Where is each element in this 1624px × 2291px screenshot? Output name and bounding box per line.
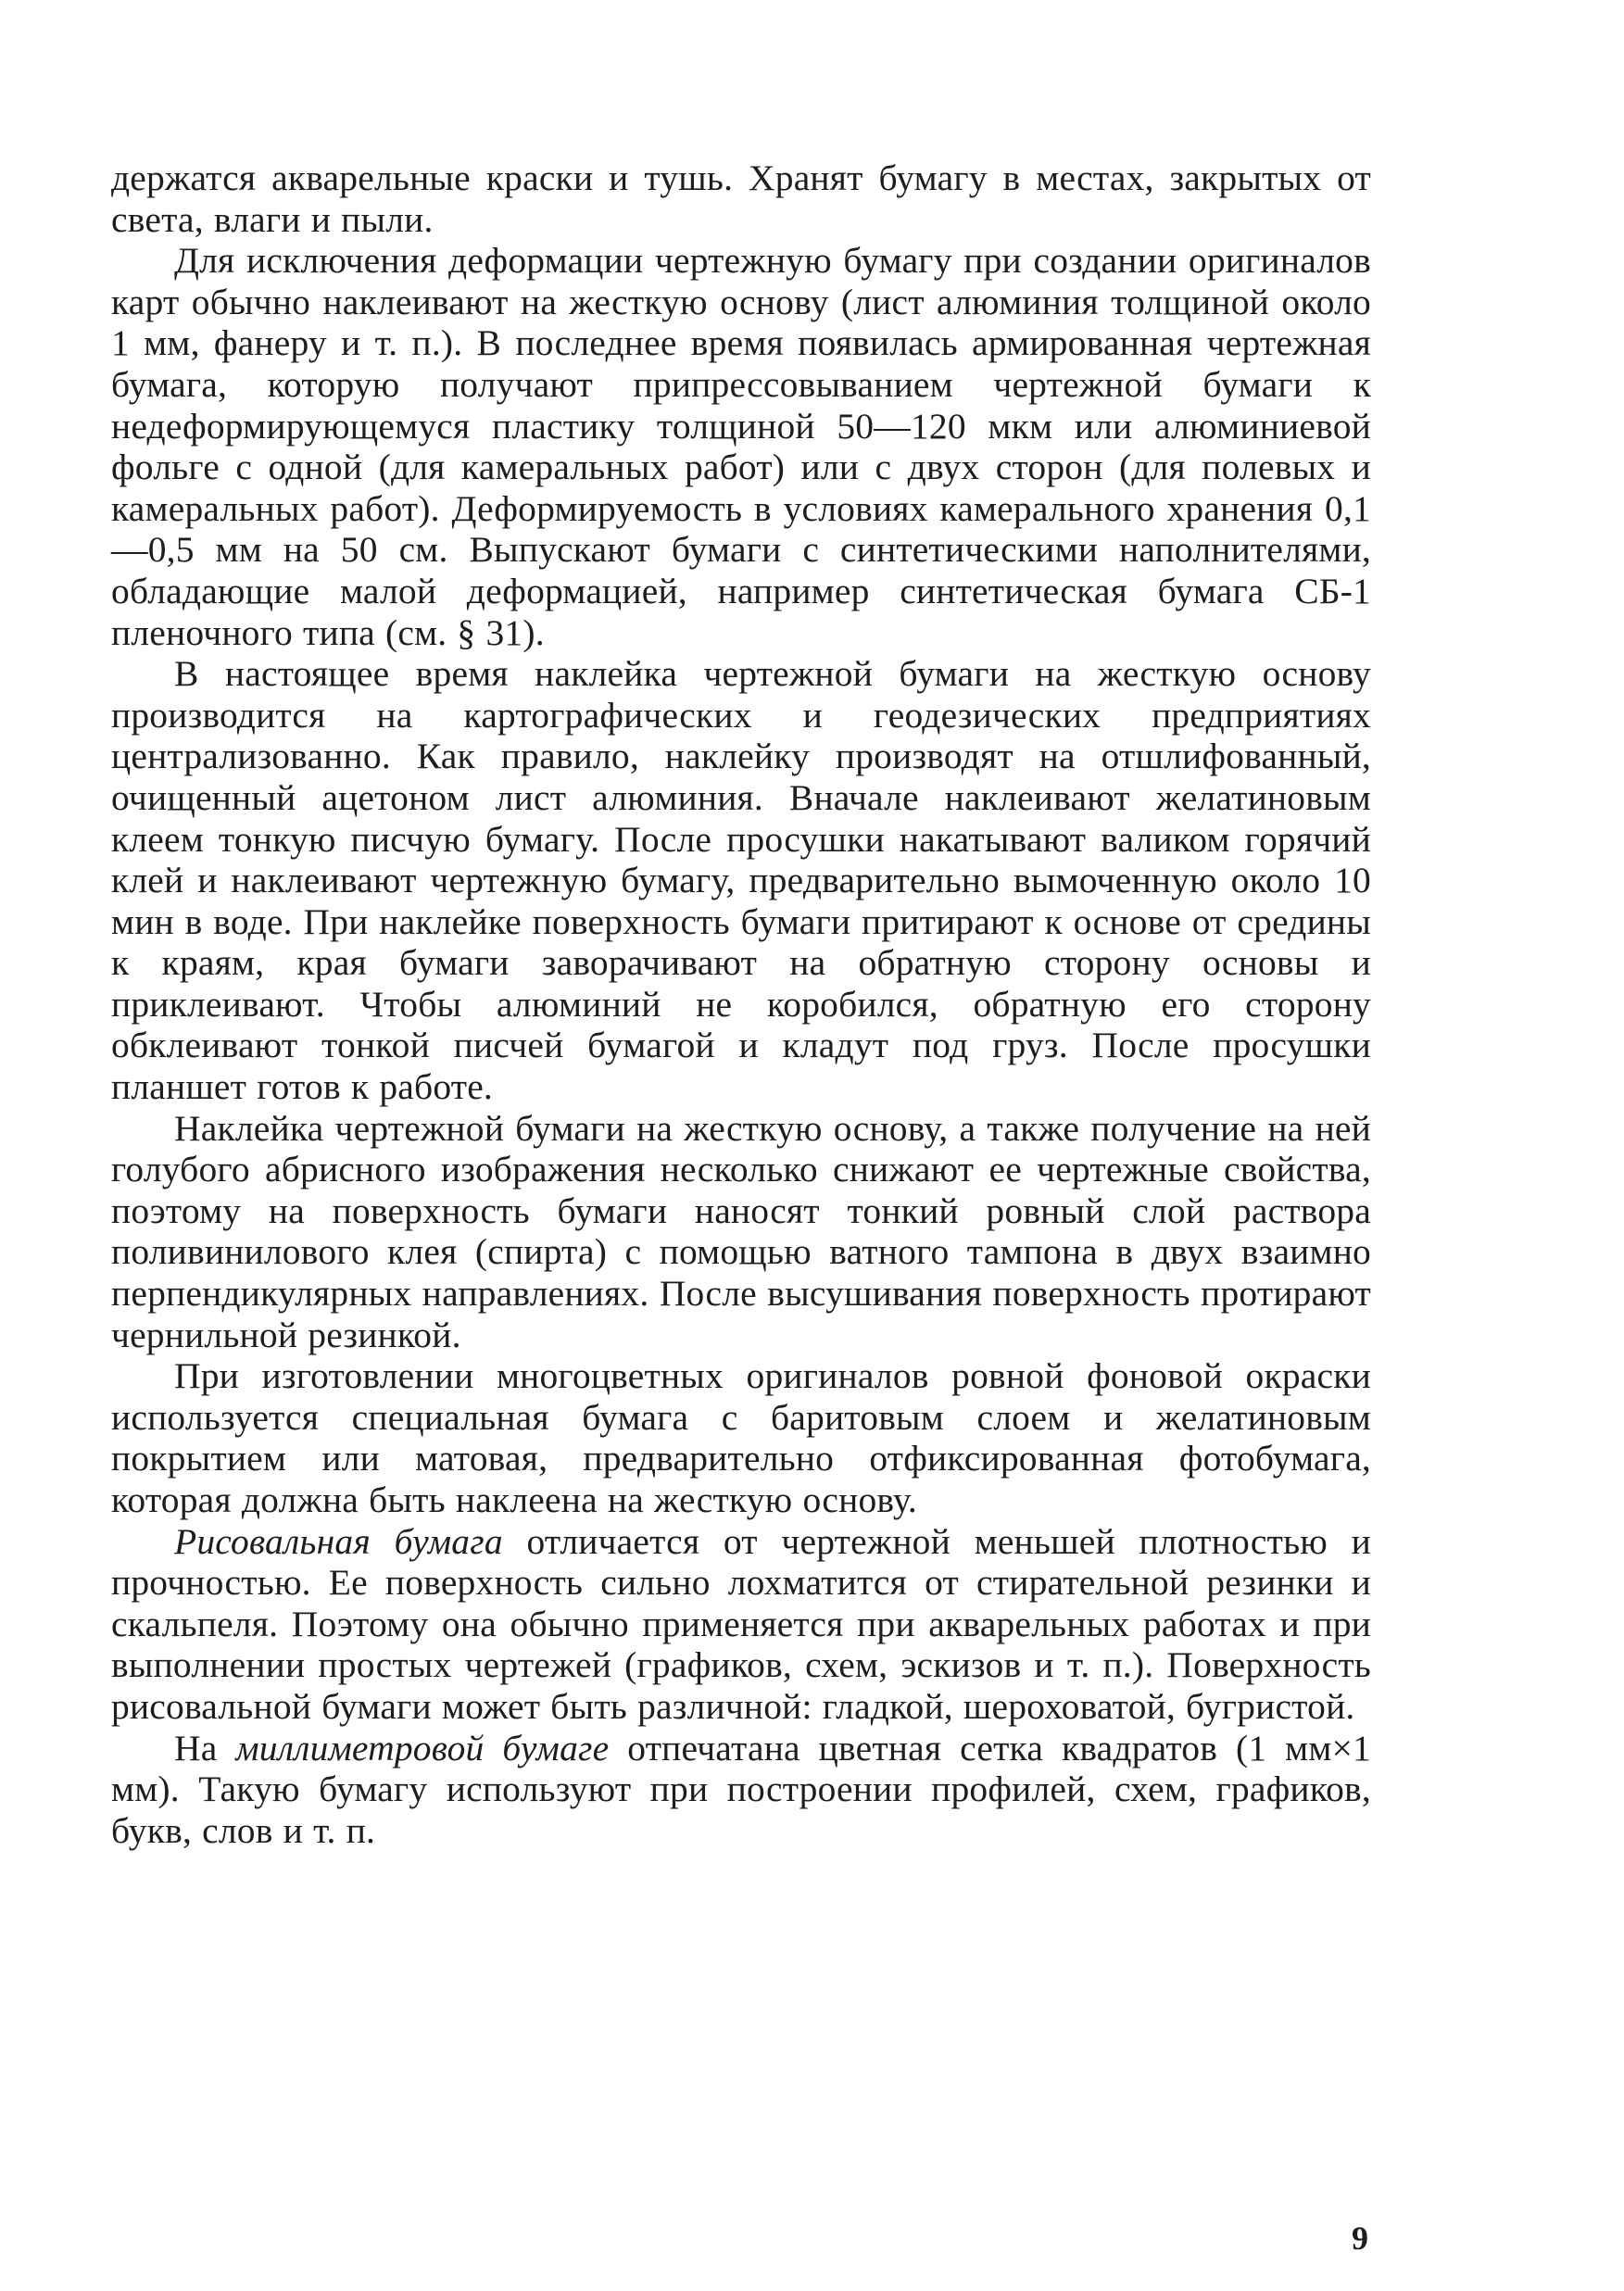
paragraph-4: Наклейка чертежной бумаги на жесткую основу, а также получение на ней голубого абрисного изображения несколько снижают ее чертежные свойства, поэтому на поверхность бумаги наносят тонкий ровный слой раствора поливинилового клея (спирта) с помощью ватного тампона в двух взаимно перпендикулярных направлениях. После высушивания поверхность протирают чернильной резинкой. <box>111 1107 1371 1355</box>
paragraph-5: При изготовлении многоцветных оригиналов ровной фоновой окраски используется специальная бумага с баритовым слоем и желатиновым покрытием или матовая, предварительно отфиксированная фотобумага, которая должна быть наклеена на жесткую основу. <box>111 1355 1371 1520</box>
paragraph-1: держатся акварельные краски и тушь. Хранят бумагу в местах, закрытых от света, влаги и пыли. <box>111 157 1371 240</box>
page-body <box>111 157 1371 1851</box>
paragraph-7-lead: На <box>174 1727 236 1769</box>
paragraph-6 <box>111 1521 1371 1728</box>
term-drawing-paper: Рисовальная бумага <box>174 1520 503 1562</box>
page-number: 9 <box>1352 2220 1368 2257</box>
paragraph-3: В настоящее время наклейка чертежной бумаги на жесткую основу производится на картографических и геодезических предприятиях централизованно. Как правило, наклейку производят на отшлифованный, очищенный ацетоном лист алюминия. Вначале наклеивают желатиновым клеем тонкую писчую бумагу. После просушки накатывают валиком горячий клей и наклеивают чертежную бумагу, предварительно вымоченную около 10 мин в воде. При наклейке поверхность бумаги притирают к основе от средины к краям, края бумаги заворачивают на обратную сторону основы и приклеивают. Чтобы алюминий не коробился, обратную его сторону обклеивают тонкой писчей бумагой и кладут под груз. После просушки планшет готов к работе. <box>111 653 1371 1108</box>
paragraph-2: Для исключения деформации чертежную бумагу при создании оригиналов карт обычно наклеивают на жесткую основу (лист алюминия толщиной около 1 мм, фанеру и т. п.). В последнее время появилась армированная чертежная бумага, которую получают припрессовыванием чертежной бумаги к недеформирующемуся пластику толщиной 50—120 мкм или алюминиевой фольге с одной (для камеральных работ) или с двух сторон (для полевых и камеральных работ). Деформируемость в условиях камерального хранения 0,1—0,5 мм на 50 см. Выпускают бумаги с синтетическими наполнителями, обладающие малой деформацией, например синтетическая бумага СБ-1 пленочного типа (см. § 31). <box>111 240 1371 653</box>
paragraph-7 <box>111 1728 1371 1852</box>
term-graph-paper: миллиметровой бумаге <box>235 1727 610 1769</box>
paragraph-6-text: отличается от чертежной меньшей плотностью и прочностью. Ее поверхность сильно лохматится от стирательной резинки и скальпеля. Поэтому она обычно применяется при акварельных работах и при выполнении простых чертежей (графиков, схем, эскизов и т. п.). Поверхность рисовальной бумаги может быть различной: гладкой, шероховатой, бугристой. <box>111 1520 1371 1727</box>
paragraph-7-text: отпечатана цветная сетка квадратов (1 мм×1 мм). Такую бумагу используют при построении профилей, схем, графиков, букв, слов и т. п. <box>111 1727 1371 1851</box>
